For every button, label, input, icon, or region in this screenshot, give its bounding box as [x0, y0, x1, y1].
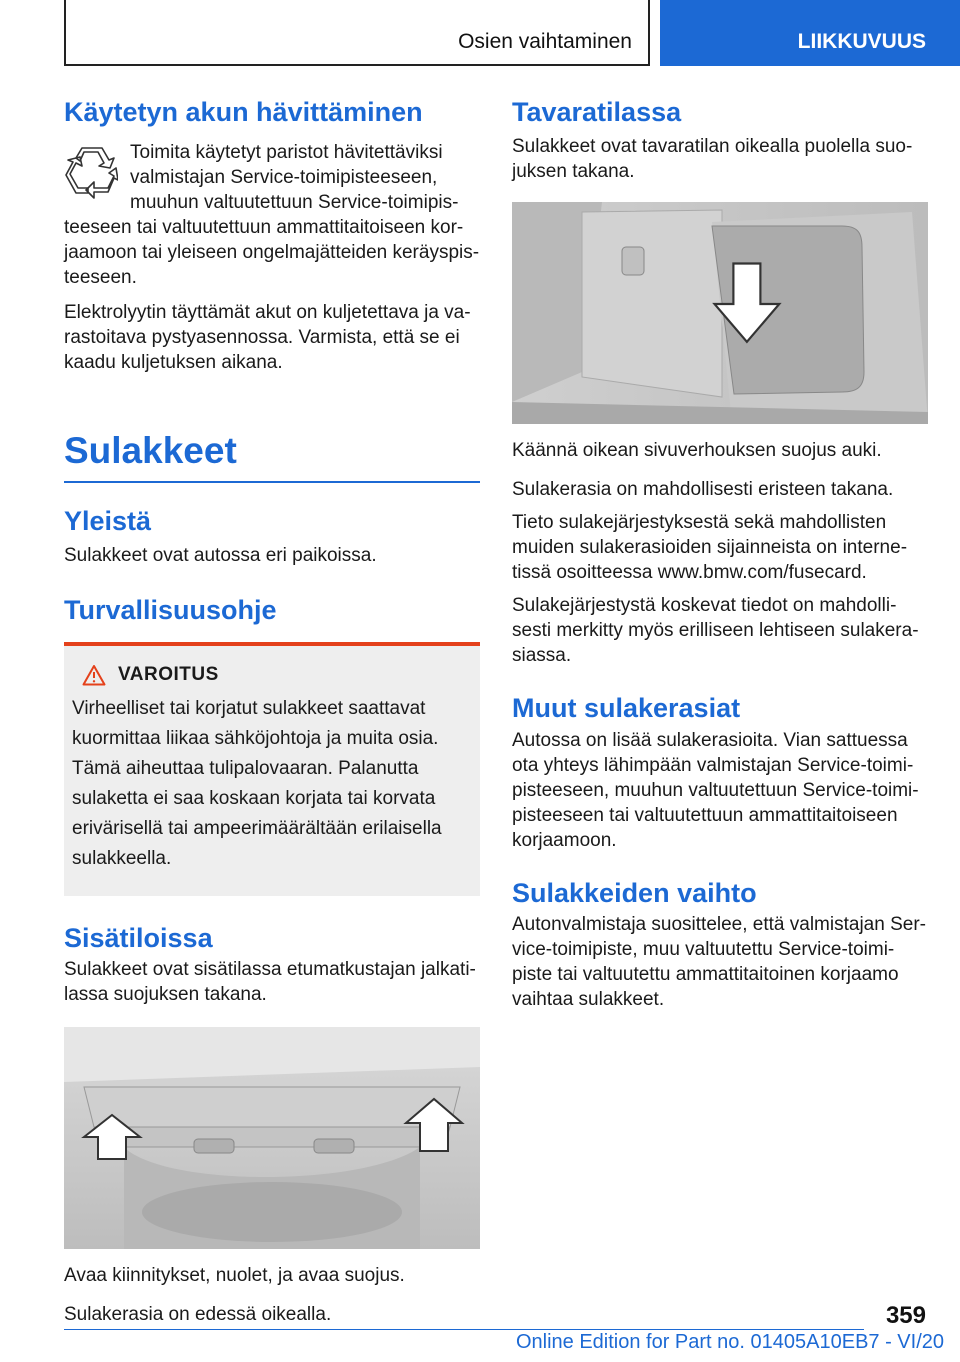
- interior-location-text: Sulakerasia on edessä oikealla.: [64, 1304, 332, 1326]
- right-column: [512, 96, 928, 1012]
- warning-text: Virheelliset tai korjatut sulakkeet saattavat kuormittaa liikaa sähköjohtoja ja muita osia. Tämä aiheuttaa tulipalovaaran. Palanutta sulaketta ei saa koskaan korjata tai korvata erivärisellä tai ampeerimäärältään erilaisella sulakkeella.: [72, 697, 442, 869]
- recycle-text: Toimita käytetyt paristot hävitettäviksi valmistajan Service-toimipisteeseen, muuhun valtuutettuun Service-toimipisteeseen tai valtuutettuun ammattitaitoiseen korjaamoon tai yleiseen ongelmajätteiden keräyspisteeseen.: [64, 141, 480, 288]
- left-column: [64, 96, 480, 1327]
- trunk-fuse-cover-image: [512, 202, 928, 424]
- warning-box: [64, 642, 480, 896]
- general-heading: Yleistä: [64, 506, 152, 537]
- interior-illustration: [64, 1027, 480, 1249]
- other-boxes-text: Autossa on lisää sulakerasioita. Vian sattuessa ota yhteys lähimpään valmistajan Service-toimipisteeseen, muuhun valtuutettuun Service-toimipisteeseen tai valtuutettuun ammattitaitoiseen korjaamoon.: [512, 729, 919, 851]
- recycle-paragraph: [64, 140, 480, 290]
- trunk-insulation-text: Sulakerasia on mahdollisesti eristeen takana.: [512, 478, 894, 500]
- trunk-illustration: [512, 202, 928, 424]
- interior-fuse-cover-image: [64, 1027, 480, 1249]
- warning-label: VAROITUS: [118, 663, 219, 685]
- trunk-caption: Käännä oikean sivuverhouksen suojus auki.: [512, 439, 882, 461]
- interior-heading: Sisätiloissa: [64, 922, 213, 953]
- section-header-box: [64, 0, 650, 66]
- replacement-text: Autonvalmistaja suosittelee, että valmistajan Service-toimipiste, muu valtuutettu Service-toimipiste tai valtuutettu ammattitaitoinen korjaamo vaihtaa sulakkeet.: [512, 914, 926, 1011]
- footer-rule: [64, 1329, 864, 1330]
- heading-rule: [64, 481, 480, 483]
- interior-caption: Avaa kiinnitykset, nuolet, ja avaa suojus.: [64, 1265, 405, 1287]
- trunk-text: Sulakkeet ovat tavaratilan oikealla puolella suojuksen takana.: [512, 135, 913, 182]
- replacement-heading: Sulakkeiden vaihto: [512, 877, 757, 908]
- warning-triangle-icon: [82, 664, 106, 686]
- general-text: Sulakkeet ovat autossa eri paikoissa.: [64, 544, 377, 566]
- interior-text: Sulakkeet ovat sisätilassa etumatkustajan jalkatilassa suojuksen takana.: [64, 959, 476, 1006]
- page-header: [0, 0, 960, 66]
- warning-header: [82, 664, 472, 686]
- footer-edition: Online Edition for Part no. 01405A10EB7 - VI/20: [515, 1331, 944, 1353]
- section-title: Osien vaihtaminen: [458, 30, 632, 53]
- other-boxes-heading: Muut sulakerasiat: [512, 692, 741, 723]
- chapter-tab: [660, 0, 960, 66]
- safety-heading: Turvallisuusohje: [64, 594, 277, 625]
- trunk-leaflet-text: Sulakejärjestystä koskevat tiedot on mahdollisesti merkitty myös erilliseen lehtiseen sulakerasiassa.: [512, 594, 919, 666]
- page-number: 359: [885, 1302, 926, 1329]
- recycle-icon: [64, 144, 118, 204]
- chapter-title: LIIKKUVUUS: [797, 30, 926, 53]
- battery-disposal-heading: Käytetyn akun hävittäminen: [64, 97, 423, 127]
- fuses-section: [64, 429, 480, 483]
- trunk-fusecard-text: Tieto sulakejärjestyksestä sekä mahdollisten muiden sulakerasioiden sijainneista on internetissä osoitteessa www.bmw.com/fusecard.: [512, 511, 908, 583]
- electrolyte-paragraph: Elektrolyytin täyttämät akut on kuljetettava ja varastoitava pystyasennossa. Varmista, että se ei kaadu kuljetuksen aikana.: [64, 301, 471, 373]
- trunk-heading: Tavaratilassa: [512, 97, 682, 127]
- fuses-heading: Sulakkeet: [64, 429, 237, 471]
